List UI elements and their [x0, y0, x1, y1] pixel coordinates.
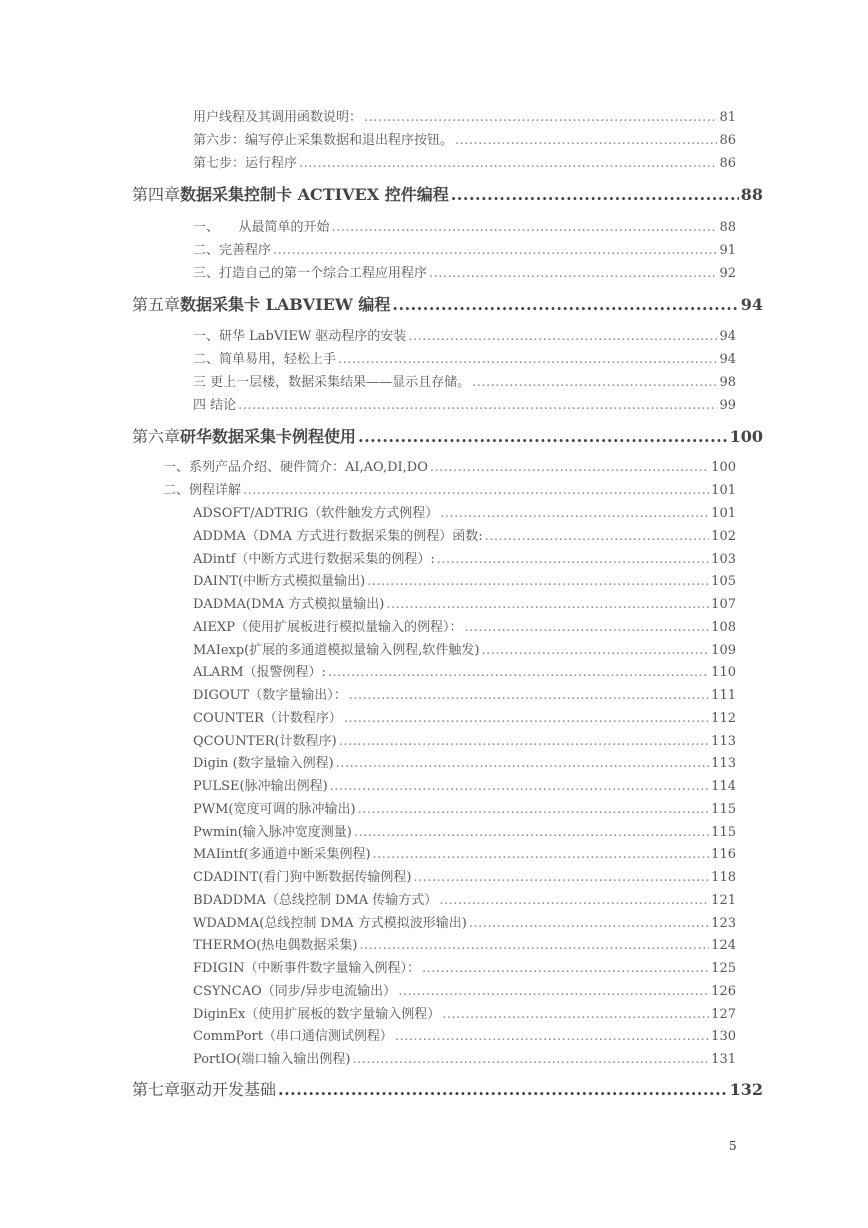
toc-entry-label: MAIintf(多通道中断采集例程): [193, 847, 371, 863]
leader-dots: [373, 847, 710, 862]
section-label: 系列产品介绍、硬件简介：AI,AO,DI,DO: [189, 460, 428, 475]
toc-entry-label: BDADDMA（总线控制 DMA 传输方式）: [193, 892, 438, 908]
leader-dots: [430, 460, 709, 475]
toc-entry[interactable]: [193, 525, 736, 543]
section-number: 一、: [163, 460, 190, 475]
leader-dots: [442, 1007, 709, 1022]
toc-entry[interactable]: [193, 106, 736, 124]
toc-entry-label: DAINT(中断方式模拟量输出): [193, 574, 366, 590]
leader-dots: [437, 552, 709, 567]
chapter-page: 88: [740, 185, 763, 204]
toc-entry[interactable]: [193, 752, 736, 770]
toc-entry-page: 125: [711, 961, 736, 976]
toc-entry-label: DIGOUT（数字量输出）：: [193, 688, 347, 703]
toc-entry-page: 112: [711, 710, 736, 726]
toc-entry[interactable]: [193, 912, 736, 930]
toc-entry[interactable]: [193, 639, 736, 657]
leader-dots: [364, 110, 717, 125]
toc-entry[interactable]: [193, 616, 736, 634]
leader-dots: [392, 295, 738, 314]
toc-entry[interactable]: [193, 730, 736, 748]
toc-entry-page: 109: [711, 642, 736, 658]
toc-entry[interactable]: [193, 775, 736, 793]
toc-entry-page: 118: [711, 870, 736, 885]
toc-entry-label: MAIexp(扩展的多通道模拟量输入例程,软件触发): [193, 642, 480, 658]
toc-entry-page: 114: [711, 779, 736, 794]
toc-entry-label: ADSOFT/ADTRIG（软件触发方式例程）: [193, 506, 439, 521]
chapter-heading-7[interactable]: [132, 1077, 763, 1100]
leader-dots: [278, 1080, 728, 1099]
toc-entry-label: CSYNCAO（同步/异步电流输出）: [193, 983, 397, 999]
chapter-page: 132: [729, 1080, 763, 1099]
leader-dots: [398, 984, 709, 999]
toc-entry-page: 127: [711, 1006, 736, 1022]
toc-entry-label: 四 结论: [193, 398, 237, 413]
toc-entry-page: 94: [719, 329, 736, 344]
toc-entry-page: 124: [711, 938, 736, 954]
toc-entry[interactable]: [193, 570, 736, 588]
toc-entry-page: 99: [719, 398, 736, 413]
toc-entry[interactable]: [193, 502, 736, 520]
leader-dots: [367, 574, 709, 589]
chapter-page: 94: [740, 295, 763, 314]
toc-entry[interactable]: [193, 1003, 736, 1021]
chapter-number: 第六章: [132, 427, 181, 446]
toc-entry[interactable]: [193, 152, 736, 170]
leader-dots: [408, 329, 717, 344]
toc-entry-page: 131: [711, 1052, 736, 1067]
toc-entry-label: THERMO(热电偶数据采集): [193, 938, 358, 954]
toc-entry[interactable]: [193, 394, 736, 412]
leader-dots: [386, 597, 709, 612]
toc-entry-page: 92: [719, 266, 736, 281]
toc-entry-page: 86: [719, 156, 736, 171]
toc-entry-label: ADintf（中断方式进行数据采集的例程）:: [193, 551, 435, 567]
toc-entry-page: 115: [711, 824, 736, 840]
leader-dots: [299, 156, 717, 171]
toc-entry[interactable]: [193, 548, 736, 566]
leader-dots: [336, 756, 709, 771]
leader-dots: [439, 893, 709, 908]
leader-dots: [414, 870, 710, 885]
leader-dots: [451, 185, 739, 204]
toc-entry[interactable]: [193, 239, 736, 257]
toc-section[interactable]: [163, 456, 736, 474]
toc-entry-label: DADMA(DMA 方式模拟量输出): [193, 597, 385, 612]
page-number: 5: [729, 1139, 737, 1153]
toc-entry-page: 103: [711, 551, 736, 567]
toc-entry-page: 116: [711, 847, 736, 863]
toc-entry-label: DiginEx（使用扩展板的数字量输入例程）: [193, 1006, 441, 1022]
toc-entry-page: 108: [711, 619, 736, 635]
chapter-number: 第七章: [132, 1080, 181, 1099]
leader-dots: [330, 779, 710, 794]
leader-dots: [344, 711, 709, 726]
toc-entry-page: 126: [711, 983, 736, 999]
toc-section[interactable]: [163, 479, 736, 497]
leader-dots: [358, 802, 710, 817]
toc-entry[interactable]: [193, 821, 736, 839]
leader-dots: [238, 398, 717, 413]
leader-dots: [359, 938, 709, 953]
leader-dots: [328, 665, 709, 680]
leader-dots: [429, 266, 717, 281]
toc-entry-label: 用户线程及其调用函数说明：: [193, 110, 363, 125]
toc-entry[interactable]: [193, 934, 736, 952]
leader-dots: [339, 734, 709, 749]
chapter-title: 研华数据采集卡例程使用: [180, 427, 357, 446]
toc-entry-label: 第七步：运行程序: [193, 156, 298, 171]
toc-entry-page: 121: [711, 892, 736, 908]
toc-entry-label: CDADINT(看门狗中断数据传输例程): [193, 870, 412, 885]
toc-entry[interactable]: [193, 684, 736, 702]
toc-entry[interactable]: [193, 348, 736, 366]
leader-dots: [273, 243, 717, 258]
leader-dots: [352, 1052, 709, 1067]
chapter-title: 驱动开发基础: [180, 1080, 277, 1099]
section-page: 100: [711, 460, 736, 475]
leader-dots: [472, 375, 717, 390]
leader-dots: [332, 220, 718, 235]
leader-dots: [349, 688, 709, 703]
toc-entry-label: 一、研华 LabVIEW 驱动程序的安装: [193, 329, 407, 344]
toc-entry-page: 113: [711, 733, 736, 749]
toc-entry-page: 123: [711, 915, 736, 931]
leader-dots: [354, 825, 709, 840]
toc-entry-label: ADDMA（DMA 方式进行数据采集的例程）函数:: [193, 528, 483, 544]
toc-entry-label: 第六步：编写停止采集数据和退出程序按钮。: [193, 133, 454, 148]
toc-entry-page: 94: [719, 352, 736, 367]
toc-entry-page: 130: [711, 1029, 736, 1045]
toc-entry-page: 98: [719, 375, 736, 390]
leader-dots: [358, 427, 728, 446]
toc-entry[interactable]: [193, 216, 736, 234]
toc-entry[interactable]: [193, 889, 736, 907]
toc-entry-label: Digin (数字量输入例程): [193, 756, 334, 772]
leader-dots: [395, 1029, 709, 1044]
toc-entry[interactable]: [193, 661, 736, 679]
toc-entry[interactable]: [193, 798, 736, 816]
toc-entry[interactable]: [193, 371, 736, 389]
toc-entry-label: COUNTER（计数程序）: [193, 710, 342, 726]
leader-dots: [455, 133, 717, 148]
toc-entry-page: 102: [711, 528, 736, 544]
toc-entry-label: 三 更上一层楼，数据采集结果——显示且存储。: [193, 375, 471, 390]
toc-entry[interactable]: [193, 707, 736, 725]
toc-entry-label: ALARM（报警例程）:: [193, 665, 326, 681]
chapter-title: 数据采集控制卡 ACTIVEX 控件编程: [180, 185, 449, 204]
toc-entry-page: 111: [711, 688, 736, 703]
toc-entry-page: 107: [711, 597, 736, 612]
toc-entry[interactable]: [193, 593, 736, 611]
toc-entry[interactable]: [193, 843, 736, 861]
toc-entry-label: FDIGIN（中断事件数字量输入例程）：: [193, 961, 420, 976]
toc-entry-page: 113: [711, 756, 736, 772]
toc-entry-page: 115: [711, 801, 736, 817]
chapter-page: 100: [729, 427, 763, 446]
toc-entry-page: 91: [719, 243, 736, 258]
leader-dots: [422, 961, 709, 976]
leader-dots: [469, 916, 709, 931]
toc-entry-label: 一、 从最简单的开始: [193, 220, 330, 235]
leader-dots: [465, 620, 710, 635]
toc-entry-page: 88: [719, 220, 736, 235]
toc-entry-page: 101: [711, 506, 736, 521]
toc-entry[interactable]: [193, 325, 736, 343]
toc-entry[interactable]: [193, 980, 736, 998]
chapter-title: 数据采集卡 LABVIEW 编程: [180, 295, 391, 314]
toc-entry-label: QCOUNTER(计数程序): [193, 733, 337, 749]
toc-entry[interactable]: [193, 1025, 736, 1043]
toc-entry-label: CommPort（串口通信测试例程）: [193, 1029, 393, 1045]
toc-entry-label: PULSE(脉冲输出例程): [193, 779, 328, 794]
toc-entry-label: 二、完善程序: [193, 243, 272, 258]
chapter-heading-5[interactable]: [132, 292, 763, 315]
toc-entry[interactable]: [193, 866, 736, 884]
chapter-heading-4[interactable]: [132, 182, 763, 205]
toc-entry-label: WDADMA(总线控制 DMA 方式模拟波形输出): [193, 915, 467, 931]
toc-entry-label: 三、打造自己的第一个综合工程应用程序: [193, 266, 428, 281]
toc-entry[interactable]: [193, 129, 736, 147]
toc-entry-label: AIEXP（使用扩展板进行模拟量输入的例程）：: [193, 619, 463, 635]
toc-entry-label: PortIO(端口输入输出例程): [193, 1052, 351, 1067]
leader-dots: [481, 643, 709, 658]
toc-entry-page: 81: [719, 110, 736, 125]
toc-entry-page: 110: [711, 665, 736, 681]
section-label: 例程详解: [189, 483, 242, 498]
leader-dots: [485, 529, 710, 544]
toc-entry-page: 86: [719, 133, 736, 148]
leader-dots: [440, 506, 709, 521]
toc-entry[interactable]: [193, 957, 736, 975]
toc-entry-page: 105: [711, 574, 736, 590]
leader-dots: [338, 352, 717, 367]
chapter-number: 第四章: [132, 185, 181, 204]
chapter-number: 第五章: [132, 295, 181, 314]
section-number: 二、: [163, 483, 190, 498]
section-page: 101: [711, 483, 736, 498]
toc-entry-label: Pwmin(输入脉冲宽度测量): [193, 824, 352, 840]
chapter-heading-6[interactable]: [132, 424, 763, 447]
toc-entry[interactable]: [193, 1048, 736, 1066]
toc-entry[interactable]: [193, 262, 736, 280]
toc-entry-label: PWM(宽度可调的脉冲输出): [193, 801, 356, 817]
leader-dots: [243, 483, 709, 498]
toc-entry-label: 二、简单易用，轻松上手: [193, 352, 337, 367]
